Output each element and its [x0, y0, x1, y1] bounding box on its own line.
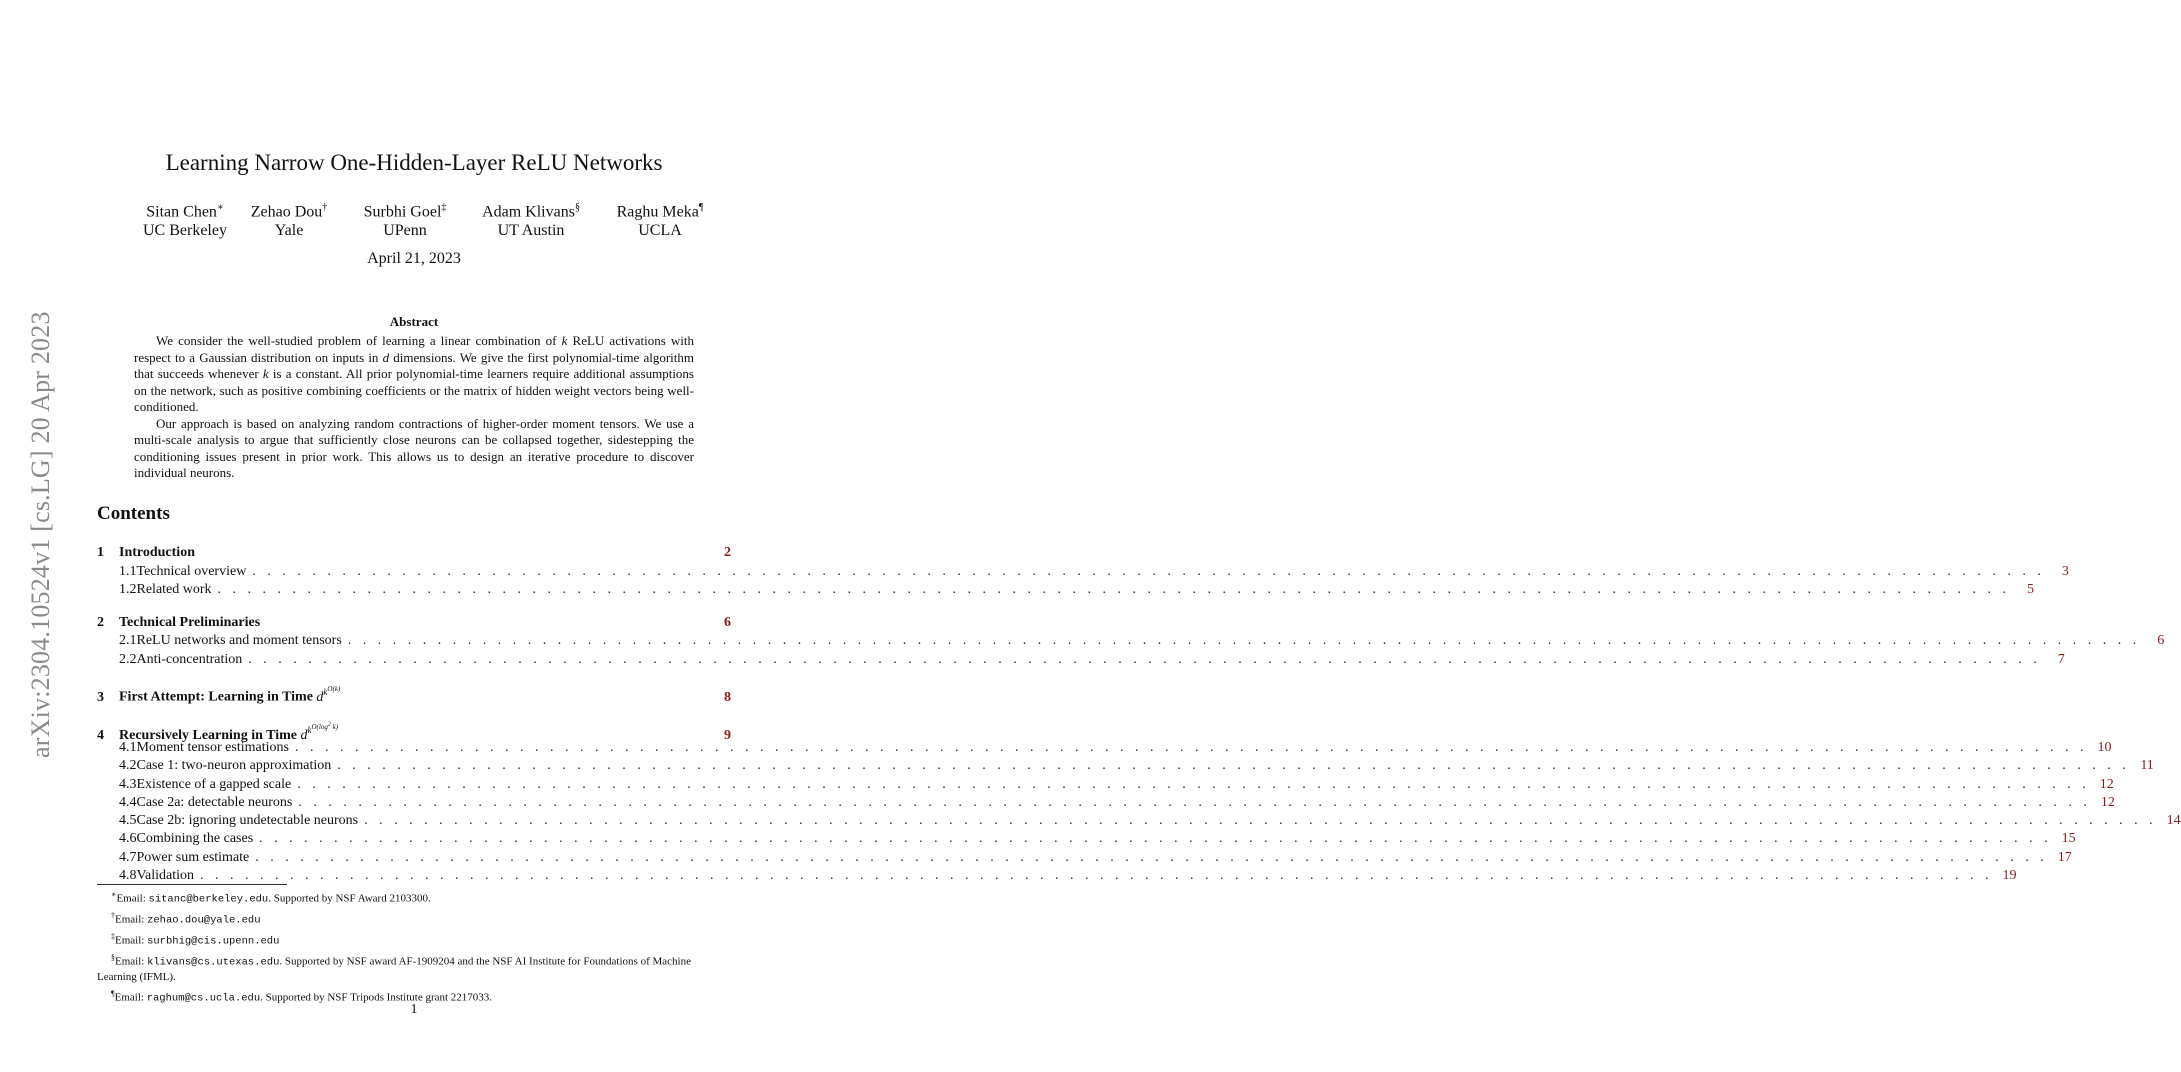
author-mark: ∗ — [216, 202, 224, 213]
toc-leader: . . . . . . . . . . . . . . . . . . . . . . . . . . . . . . . . . . . . . . . . . . . . . . . . . . . . . . . . . . . . . . . . . . . . . . . . . . . . . . . . . . . . . . . . . . . . . . . . . . . . . . . . . . . . . . . . . . . . . . . . — [298, 795, 2091, 810]
footnote-1 — [97, 887, 733, 908]
toc-leader: . . . . . . . . . . . . . . . . . . . . . . . . . . . . . . . . . . . . . . . . . . . . . . . . . . . . . . . . . . . . . . . . . . . . . . . . . . . . . . . . . . . . . . . . . . . . . . . . . . . . . . . . . . . . . . . . . . . . . . . . — [337, 758, 2130, 773]
toc-number: 3 — [97, 689, 104, 705]
footnote-rule — [97, 884, 287, 885]
toc-subsection — [97, 564, 2069, 582]
toc-leader: . . . . . . . . . . . . . . . . . . . . . . . . . . . . . . . . . . . . . . . . . . . . . . . . . . . . . . . . . . . . . . . . . . . . . . . . . . . . . . . . . . . . . . . . . . . . . . . . . . . . . . . . . . . . . . . . . . . . . . . . — [252, 564, 2045, 579]
footnote-mark: † — [111, 910, 115, 920]
toc-page-link[interactable]: 6 — [2157, 633, 2165, 648]
toc-page-link[interactable]: 12 — [2099, 777, 2114, 792]
toc-leader: . . . . . . . . . . . . . . . . . . . . . . . . . . . . . . . . . . . . . . . . . . . . . . . . . . . . . . . . . . . . . . . . . . . . . . . . . . . . . . . . . . . . . . . . . . . . . . . . . . . . . . . . . . . . . . . . . . . . . . . . — [255, 850, 2048, 865]
footnote-email[interactable]: klivans@cs.utexas.edu — [147, 956, 280, 969]
toc-number: 2.1 — [119, 633, 137, 648]
toc-section — [97, 722, 731, 743]
footnote-label: Email: — [115, 913, 148, 926]
toc-number: 4.2 — [119, 758, 137, 773]
arxiv-identifier: arXiv:2304.10524v1 [cs.LG] 20 Apr 2023 — [26, 311, 55, 758]
toc-number: 4.8 — [119, 868, 137, 883]
author-affiliation: UCLA — [638, 222, 682, 240]
author-affiliation: UC Berkeley — [143, 222, 227, 240]
toc-math: $d^{k^{O(log^2 k)}}$ — [300, 722, 339, 743]
toc-page-link[interactable]: 8 — [724, 689, 731, 705]
footnote-label: Email: — [115, 934, 148, 947]
toc-number: 2 — [97, 615, 104, 630]
toc-page-link[interactable]: 2 — [724, 545, 731, 560]
toc-title: Moment tensor estimations — [136, 740, 289, 755]
toc-title: Power sum estimate — [136, 850, 250, 865]
page-number: 1 — [410, 1002, 418, 1017]
contents-heading: Contents — [97, 503, 170, 524]
toc-page-link[interactable]: 10 — [2097, 740, 2112, 755]
toc-subsection — [97, 813, 2181, 831]
toc-leader: . . . . . . . . . . . . . . . . . . . . . . . . . . . . . . . . . . . . . . . . . . . . . . . . . . . . . . . . . . . . . . . . . . . . . . . . . . . . . . . . . . . . . . . . . . . . . . . . . . . . . . . . . . . . . . . . . . . . . . . . — [217, 582, 2011, 597]
toc-page-link[interactable]: 7 — [2057, 652, 2065, 667]
footnote-email[interactable]: zehao.dou@yale.edu — [147, 914, 261, 927]
toc-subsection — [97, 652, 2065, 670]
toc-title: Validation — [136, 868, 195, 883]
toc-subsection — [97, 758, 2154, 776]
toc-page-link[interactable]: 6 — [724, 615, 731, 630]
paper-date: April 21, 2023 — [367, 250, 461, 267]
author-affiliation: Yale — [274, 222, 304, 240]
toc-number: 1.1 — [119, 564, 137, 579]
toc-leader: . . . . . . . . . . . . . . . . . . . . . . . . . . . . . . . . . . . . . . . . . . . . . . . . . . . . . . . . . . . . . . . . . . . . . . . . . . . . . . . . . . . . . . . . . . . . . . . . . . . . . . . . . . . . . . . . . . . . . . . . — [248, 652, 2041, 667]
toc-number: 4.6 — [119, 831, 137, 846]
footnote-label: Email: — [114, 991, 147, 1004]
toc-math-exponent: kO(k) — [323, 685, 341, 697]
footnote-mark: § — [111, 952, 115, 962]
author-mark: ¶ — [698, 202, 704, 213]
author-name: Sitan Chen∗ — [146, 202, 224, 221]
toc-number: 4.3 — [119, 777, 137, 792]
toc-page-link[interactable]: 12 — [2100, 795, 2115, 810]
toc-page-link[interactable]: 14 — [2166, 813, 2181, 828]
author-name: Adam Klivans§ — [482, 202, 580, 221]
toc-title: Technical Preliminaries — [119, 615, 261, 630]
math-symbol: d — [382, 349, 390, 365]
toc-number: 4.1 — [119, 740, 137, 755]
author-affiliation: UT Austin — [497, 222, 565, 240]
toc-section — [97, 615, 731, 633]
toc-page-link[interactable]: 9 — [724, 727, 731, 743]
toc-leader: . . . . . . . . . . . . . . . . . . . . . . . . . . . . . . . . . . . . . . . . . . . . . . . . . . . . . . . . . . . . . . . . . . . . . . . . . . . . . . . . . . . . . . . . . . . . . . . . . . . . . . . . . . . . . . . . . . . . . . . . — [294, 740, 2088, 755]
toc-number: 4.5 — [119, 813, 137, 828]
toc-number: 4.4 — [119, 795, 137, 810]
footnote-4 — [97, 950, 733, 986]
toc-subsection — [97, 582, 2035, 600]
toc-subsection — [97, 740, 2112, 758]
author-name: Zehao Dou† — [250, 202, 328, 221]
toc-page-link[interactable]: 3 — [2061, 564, 2069, 579]
toc-subsection — [97, 633, 2165, 651]
footnote-mark: ‡ — [111, 931, 115, 941]
toc-page-link[interactable]: 11 — [2140, 758, 2154, 773]
toc-title: Case 1: two-neuron approximation — [136, 758, 332, 773]
toc-subsection — [97, 850, 2072, 868]
footnote-email[interactable]: sitanc@berkeley.edu — [148, 893, 269, 906]
math-symbol: k — [262, 366, 269, 381]
toc-page-link[interactable]: 17 — [2057, 850, 2072, 865]
footnote-mark: ∗ — [111, 890, 117, 899]
toc-leader: . . . . . . . . . . . . . . . . . . . . . . . . . . . . . . . . . . . . . . . . . . . . . . . . . . . . . . . . . . . . . . . . . . . . . . . . . . . . . . . . . . . . . . . . . . . . . . . . . . . . . . . . . . . . . . . . . . . . . . . . — [259, 831, 2052, 846]
abstract-paragraph-2: Our approach is based on analyzing random contractions of higher-order moment tensors. We use a multi-scale analysis to argue that sufficiently close neurons can be collapsed together, sidestepping the conditioning issues present in prior work. This allows us to design an iterative procedure to discover individual neurons. — [134, 415, 694, 480]
math-symbol: k — [561, 333, 568, 348]
toc-title: Recursively Learning in Time $d^{k^{O(log^2 k)}}$ — [119, 722, 339, 743]
author-name: Raghu Meka¶ — [616, 202, 704, 221]
toc-math-exponent: kO(log2 k) — [307, 722, 339, 736]
footnote-note: . Supported by NSF Award 2103300. — [268, 892, 431, 905]
toc-number: 1.2 — [119, 582, 137, 597]
abstract-heading: Abstract — [389, 314, 439, 329]
author-mark: ‡ — [441, 202, 447, 213]
footnote-label: Email: — [116, 892, 149, 905]
footnote-label: Email: — [115, 955, 148, 968]
footnote-mark: ¶ — [111, 988, 115, 998]
footnote-2 — [97, 908, 733, 929]
author-name: Surbhi Goel‡ — [363, 202, 447, 221]
footnote-email[interactable]: raghum@cs.ucla.edu — [146, 992, 261, 1005]
toc-title: Introduction — [119, 545, 195, 560]
toc-leader: . . . . . . . . . . . . . . . . . . . . . . . . . . . . . . . . . . . . . . . . . . . . . . . . . . . . . . . . . . . . . . . . . . . . . . . . . . . . . . . . . . . . . . . . . . . . . . . . . . . . . . . . . . . . . . . . . . . . . . . . — [364, 813, 2157, 828]
author-5 — [580, 198, 740, 240]
paper-title: Learning Narrow One-Hidden-Layer ReLU Networks — [165, 150, 663, 175]
footnote-note: . Supported by NSF award AF-1909204 and the NSF AI Institute for Foundations of Machine Learning (IFML). — [97, 955, 691, 984]
abstract-paragraph-1: We consider the well-studied problem of learning a linear combination of k ReLU activations with respect to a Gaussian distribution on inputs in d dimensions. We give the first polynomial-time algorithm that succeeds whenever k is a constant. All prior polynomial-time learners require additional assumptions on the network, such as positive combining coefficients or the matrix of hidden weight vectors being well-conditioned. — [134, 333, 694, 414]
toc-title: ReLU networks and moment tensors — [136, 633, 342, 648]
toc-subsection — [97, 795, 2115, 813]
toc-title: Technical overview — [136, 564, 247, 579]
toc-page-link[interactable]: 19 — [2002, 868, 2017, 883]
footnote-3 — [97, 929, 733, 950]
toc-section — [97, 545, 731, 563]
toc-math: $d^{k^{O(k)}}$ — [316, 685, 341, 705]
toc-subsection — [97, 777, 2114, 795]
toc-leader: . . . . . . . . . . . . . . . . . . . . . . . . . . . . . . . . . . . . . . . . . . . . . . . . . . . . . . . . . . . . . . . . . . . . . . . . . . . . . . . . . . . . . . . . . . . . . . . . . . . . . . . . . . . . . . . . . . . . . . . . — [200, 868, 1993, 883]
toc-section — [97, 685, 731, 703]
author-affiliation: UPenn — [383, 222, 427, 240]
toc-title: Case 2b: ignoring undetectable neurons — [136, 813, 359, 828]
toc-title: Existence of a gapped scale — [136, 777, 292, 792]
toc-leader: . . . . . . . . . . . . . . . . . . . . . . . . . . . . . . . . . . . . . . . . . . . . . . . . . . . . . . . . . . . . . . . . . . . . . . . . . . . . . . . . . . . . . . . . . . . . . . . . . . . . . . . . . . . . . . . . . . . . . . . . — [297, 777, 2090, 792]
toc-title: Combining the cases — [136, 831, 254, 846]
toc-number: 4.7 — [119, 850, 137, 865]
footnote-note: . Supported by NSF Tripods Institute grant 2217033. — [260, 991, 493, 1004]
toc-title: Related work — [136, 582, 212, 597]
footnote-email[interactable]: surbhig@cis.upenn.edu — [147, 935, 280, 948]
author-mark: † — [322, 202, 328, 213]
abstract-body — [134, 333, 694, 482]
toc-leader: . . . . . . . . . . . . . . . . . . . . . . . . . . . . . . . . . . . . . . . . . . . . . . . . . . . . . . . . . . . . . . . . . . . . . . . . . . . . . . . . . . . . . . . . . . . . . . . . . . . . . . . . . . . . . . . . . . . . . . . . — [347, 633, 2141, 648]
author-mark: § — [574, 202, 580, 213]
toc-number: 2.2 — [119, 652, 137, 667]
footnotes — [97, 887, 733, 1007]
toc-number: 4 — [97, 727, 104, 743]
toc-page-link[interactable]: 5 — [2027, 582, 2035, 597]
toc-number: 1 — [97, 545, 104, 560]
toc-subsection — [97, 831, 2076, 849]
toc-page-link[interactable]: 15 — [2061, 831, 2076, 846]
toc-title: First Attempt: Learning in Time $d^{k^{O(k)}}$ — [119, 685, 341, 705]
toc-title: Anti-concentration — [136, 652, 243, 667]
toc-title: Case 2a: detectable neurons — [136, 795, 293, 810]
